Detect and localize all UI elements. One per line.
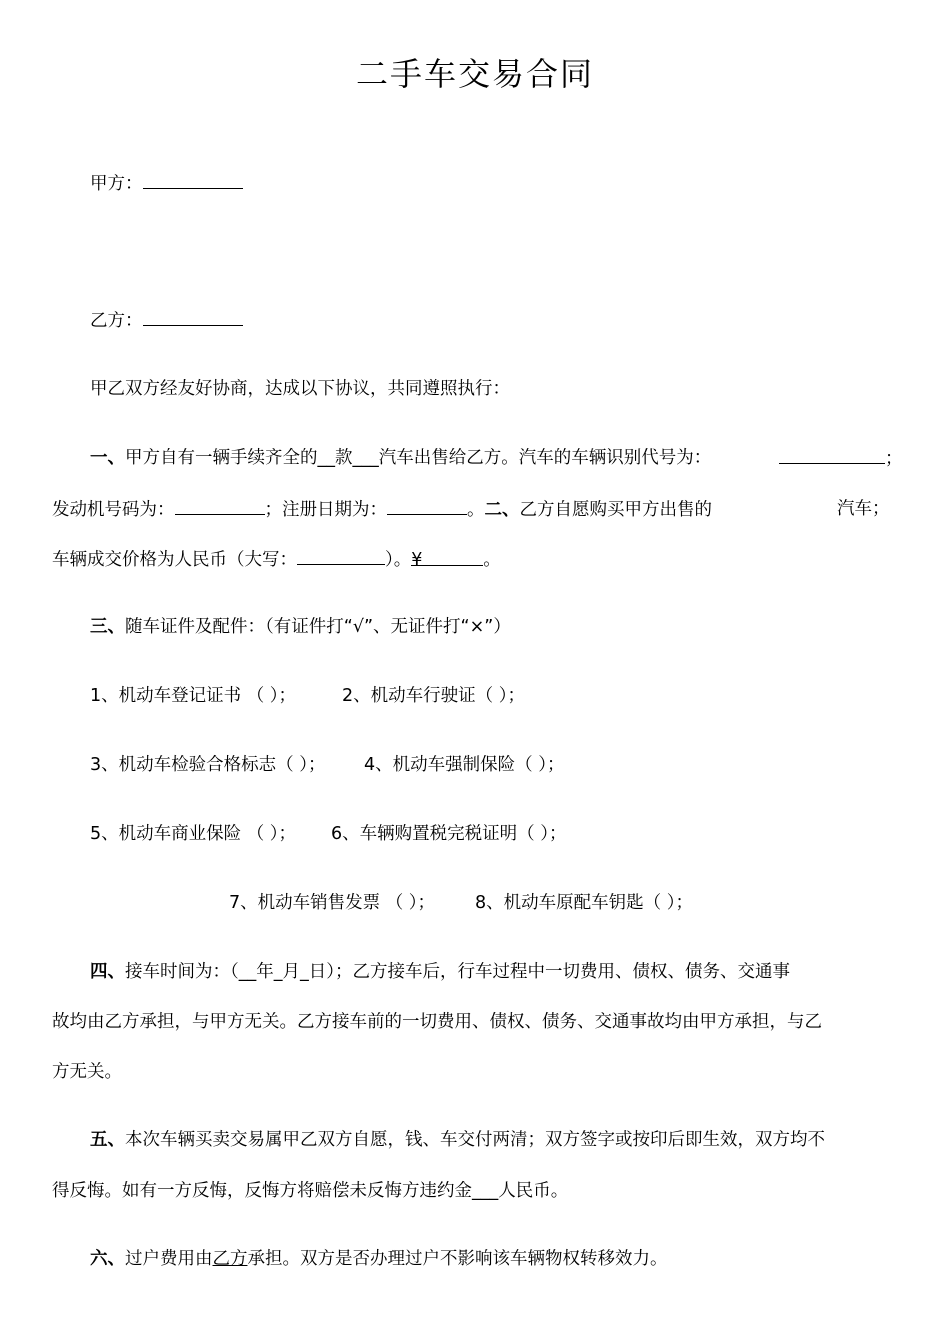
price-end: 。 — [483, 550, 501, 570]
party-a-label: 甲方： — [90, 174, 143, 194]
section-1-line-3 — [52, 546, 501, 573]
section-3-number: 三、 — [90, 617, 125, 637]
vin-blank — [779, 445, 885, 464]
reg-date-blank — [387, 496, 467, 515]
party-b-label: 乙方： — [90, 311, 143, 331]
section-1-blank-model: ___ — [352, 448, 379, 468]
doc-item-4: 4、机动车强制保险（ ）； — [364, 755, 565, 775]
reg-date-label: 注册日期为： — [282, 500, 387, 520]
vin-semicolon: ； — [885, 449, 903, 469]
section-2-text: 乙方自愿购买甲方出售的 — [519, 500, 712, 520]
section-4-line-1 — [90, 959, 790, 985]
section-1-number: 一、 — [90, 448, 125, 468]
page-title: 二手车交易合同 — [355, 55, 594, 93]
section-6-text-b: 承担。双方是否办理过户不影响该车辆物权转移效力。 — [247, 1249, 668, 1269]
section-1-line-1 — [90, 445, 711, 471]
reg-date-period: 。 — [467, 500, 485, 520]
section-1-text-c: 汽车出售给乙方。汽车的车辆识别代号为： — [378, 448, 712, 468]
section-6-line — [90, 1246, 668, 1272]
party-a-line — [90, 170, 243, 197]
engine-blank — [175, 496, 265, 515]
intro-paragraph: 甲乙双方经友好协商，达成以下协议，共同遵照执行： — [90, 379, 510, 399]
section-5-line-1 — [90, 1127, 825, 1153]
section-1-line-2 — [52, 496, 712, 523]
section-5-number: 五、 — [90, 1130, 125, 1150]
yen-sign: ¥ — [411, 550, 423, 570]
section-2-car: 汽车； — [837, 499, 890, 519]
section-4-number: 四、 — [90, 962, 125, 982]
section-4-line-2: 故均由乙方承担，与甲方无关。乙方接车前的一切费用、债权、债务、交通事故均由甲方承担，与乙 — [52, 1012, 822, 1032]
doc-item-2: 2、机动车行驶证（ ）； — [342, 686, 525, 706]
doc-item-5: 5、机动车商业保险 （ ）； — [90, 824, 297, 844]
doc-item-7: 7、机动车销售发票 （ ）； — [229, 893, 436, 913]
price-blank — [297, 546, 385, 565]
doc-item-3: 3、机动车检验合格标志（ ）； — [90, 755, 326, 775]
party-b-line — [90, 307, 243, 334]
section-1-text-a: 甲方自有一辆手续齐全的 — [125, 448, 318, 468]
section-3-heading — [90, 614, 511, 640]
price-text: 车辆成交价格为人民币（大写： — [52, 550, 297, 570]
party-b-blank — [143, 307, 243, 326]
section-2-number: 二、 — [484, 500, 520, 520]
section-1-blank-kuan: __ — [317, 448, 335, 468]
section-6-number: 六、 — [90, 1249, 125, 1269]
engine-label: 发动机号码为： — [52, 500, 175, 520]
section-5-text-1: 本次车辆买卖交易属甲乙双方自愿，钱、车交付两清；双方签字或按印后即生效，双方均不 — [125, 1130, 825, 1150]
doc-item-8: 8、机动车原配车钥匙（ ）； — [475, 893, 693, 913]
doc-item-1: 1、机动车登记证书 （ ）； — [90, 686, 297, 706]
doc-item-6: 6、车辆购置税完税证明（ ）； — [331, 824, 567, 844]
engine-semicolon: ； — [264, 500, 282, 520]
party-a-blank — [143, 170, 243, 189]
section-6-text-a: 过户费用由 — [125, 1249, 213, 1269]
section-1-text-b: 款 — [335, 448, 353, 468]
price-close: ）。 — [385, 550, 412, 570]
section-6-payer: 乙方 — [212, 1249, 248, 1269]
yen-field — [411, 547, 483, 570]
section-3-text: 随车证件及配件：（有证件打“√”、无证件打“×”） — [125, 617, 511, 637]
section-5-line-2: 得反悔。如有一方反悔，反悔方将赔偿未反悔方违约金___人民币。 — [52, 1181, 569, 1201]
vin-field — [779, 445, 903, 472]
section-4-text-1: 接车时间为：（__年_月_日）；乙方接车后，行车过程中一切费用、债权、债务、交通事 — [125, 962, 790, 982]
section-4-line-3: 方无关。 — [52, 1062, 122, 1082]
